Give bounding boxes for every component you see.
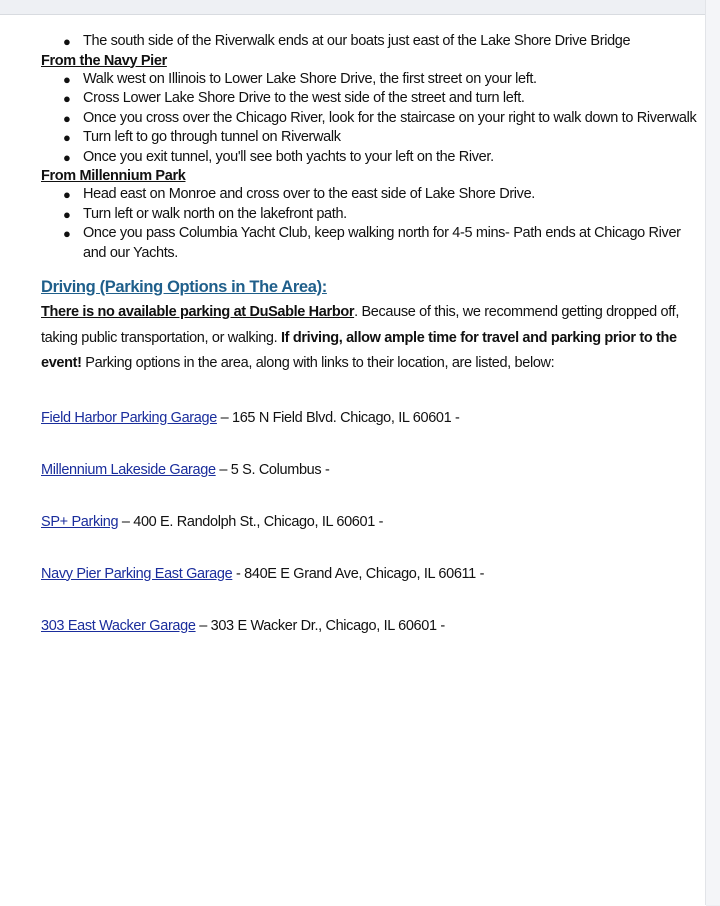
list-item-text: Head east on Monroe and cross over to the east side of Lake Shore Drive. xyxy=(83,186,535,202)
driving-advice: If driving, allow ample time for travel and parking prior to the event! xyxy=(41,329,677,371)
driving-text-2: Parking options in the area, along with links to their location, are listed, below: xyxy=(81,355,555,371)
document-page xyxy=(0,14,706,906)
garage-address: – 5 S. Columbus - xyxy=(215,461,330,478)
list-item-text: The south side of the Riverwalk ends at our boats just east of the Lake Shore Drive Bridge xyxy=(83,33,631,49)
list-item xyxy=(41,32,701,52)
bullet-icon: ● xyxy=(63,206,71,222)
list-item xyxy=(41,185,701,205)
bullet-icon: ● xyxy=(63,226,71,241)
list-item-text: Once you cross over the Chicago River, look for the staircase on your right to walk down to Riverwalk xyxy=(83,109,697,126)
garage-entry xyxy=(41,564,701,584)
bullet-icon: ● xyxy=(63,130,71,145)
no-parking-notice: There is no available parking at DuSable Harbor xyxy=(41,304,355,320)
garage-link-303-east-wacker[interactable]: 303 East Wacker Garage xyxy=(41,617,196,634)
bullet-icon: ● xyxy=(63,91,71,106)
driving-paragraph xyxy=(41,300,701,377)
driving-text-1: . Because of this, we recommend getting dropped off, taking public transportation, or walking. xyxy=(41,304,680,346)
list-item-text: Turn left to go through tunnel on Riverwalk xyxy=(83,129,341,145)
list-item-text: Once you exit tunnel, you'll see both yachts to your left on the River. xyxy=(83,148,494,165)
list-item-text: Once you pass Columbia Yacht Club, keep walking north for 4-5 mins- Path ends at Chicago River and our Yachts. xyxy=(83,225,681,261)
garage-address: – 303 E Wacker Dr., Chicago, IL 60601 - xyxy=(195,617,445,634)
bullet-icon: ● xyxy=(63,34,71,49)
list-item xyxy=(41,70,701,90)
garage-entry xyxy=(41,616,701,636)
document-content xyxy=(41,32,701,636)
list-item xyxy=(41,128,701,148)
bullet-icon: ● xyxy=(63,110,71,126)
garage-link-field-harbor[interactable]: Field Harbor Parking Garage xyxy=(41,409,217,426)
list-item-text: Walk west on Illinois to Lower Lake Shore Drive, the first street on your left. xyxy=(83,70,537,87)
list-item xyxy=(41,89,701,109)
garage-address: - 840E E Grand Ave, Chicago, IL 60611 - xyxy=(232,565,485,582)
millennium-park-heading: From Millennium Park xyxy=(41,168,186,184)
list-item xyxy=(41,148,701,168)
bullet-icon: ● xyxy=(63,149,71,165)
garage-link-navy-pier-east[interactable]: Navy Pier Parking East Garage xyxy=(41,565,233,582)
garage-link-sp-plus[interactable]: SP+ Parking xyxy=(41,513,119,530)
garage-entry xyxy=(41,460,701,480)
garage-address: – 400 E. Randolph St., Chicago, IL 60601 - xyxy=(118,513,384,530)
garage-link-millennium-lakeside[interactable]: Millennium Lakeside Garage xyxy=(41,461,216,478)
list-item xyxy=(41,205,701,225)
garage-entry xyxy=(41,408,701,428)
list-item xyxy=(41,224,701,263)
navy-pier-list xyxy=(41,70,701,168)
garage-entry xyxy=(41,512,701,532)
viewer-scroll-gutter xyxy=(705,0,720,905)
millennium-park-list xyxy=(41,185,701,263)
garage-address: – 165 N Field Blvd. Chicago, IL 60601 - xyxy=(216,409,460,426)
bullet-icon: ● xyxy=(63,187,71,202)
navy-pier-heading: From the Navy Pier xyxy=(41,52,167,69)
driving-section-title: Driving (Parking Options in The Area): xyxy=(41,278,327,296)
list-item xyxy=(41,109,701,129)
list-item-text: Turn left or walk north on the lakefront path. xyxy=(83,205,347,222)
list-item-text: Cross Lower Lake Shore Drive to the west side of the street and turn left. xyxy=(83,90,525,106)
intro-list xyxy=(41,32,701,52)
bullet-icon: ● xyxy=(63,71,71,87)
